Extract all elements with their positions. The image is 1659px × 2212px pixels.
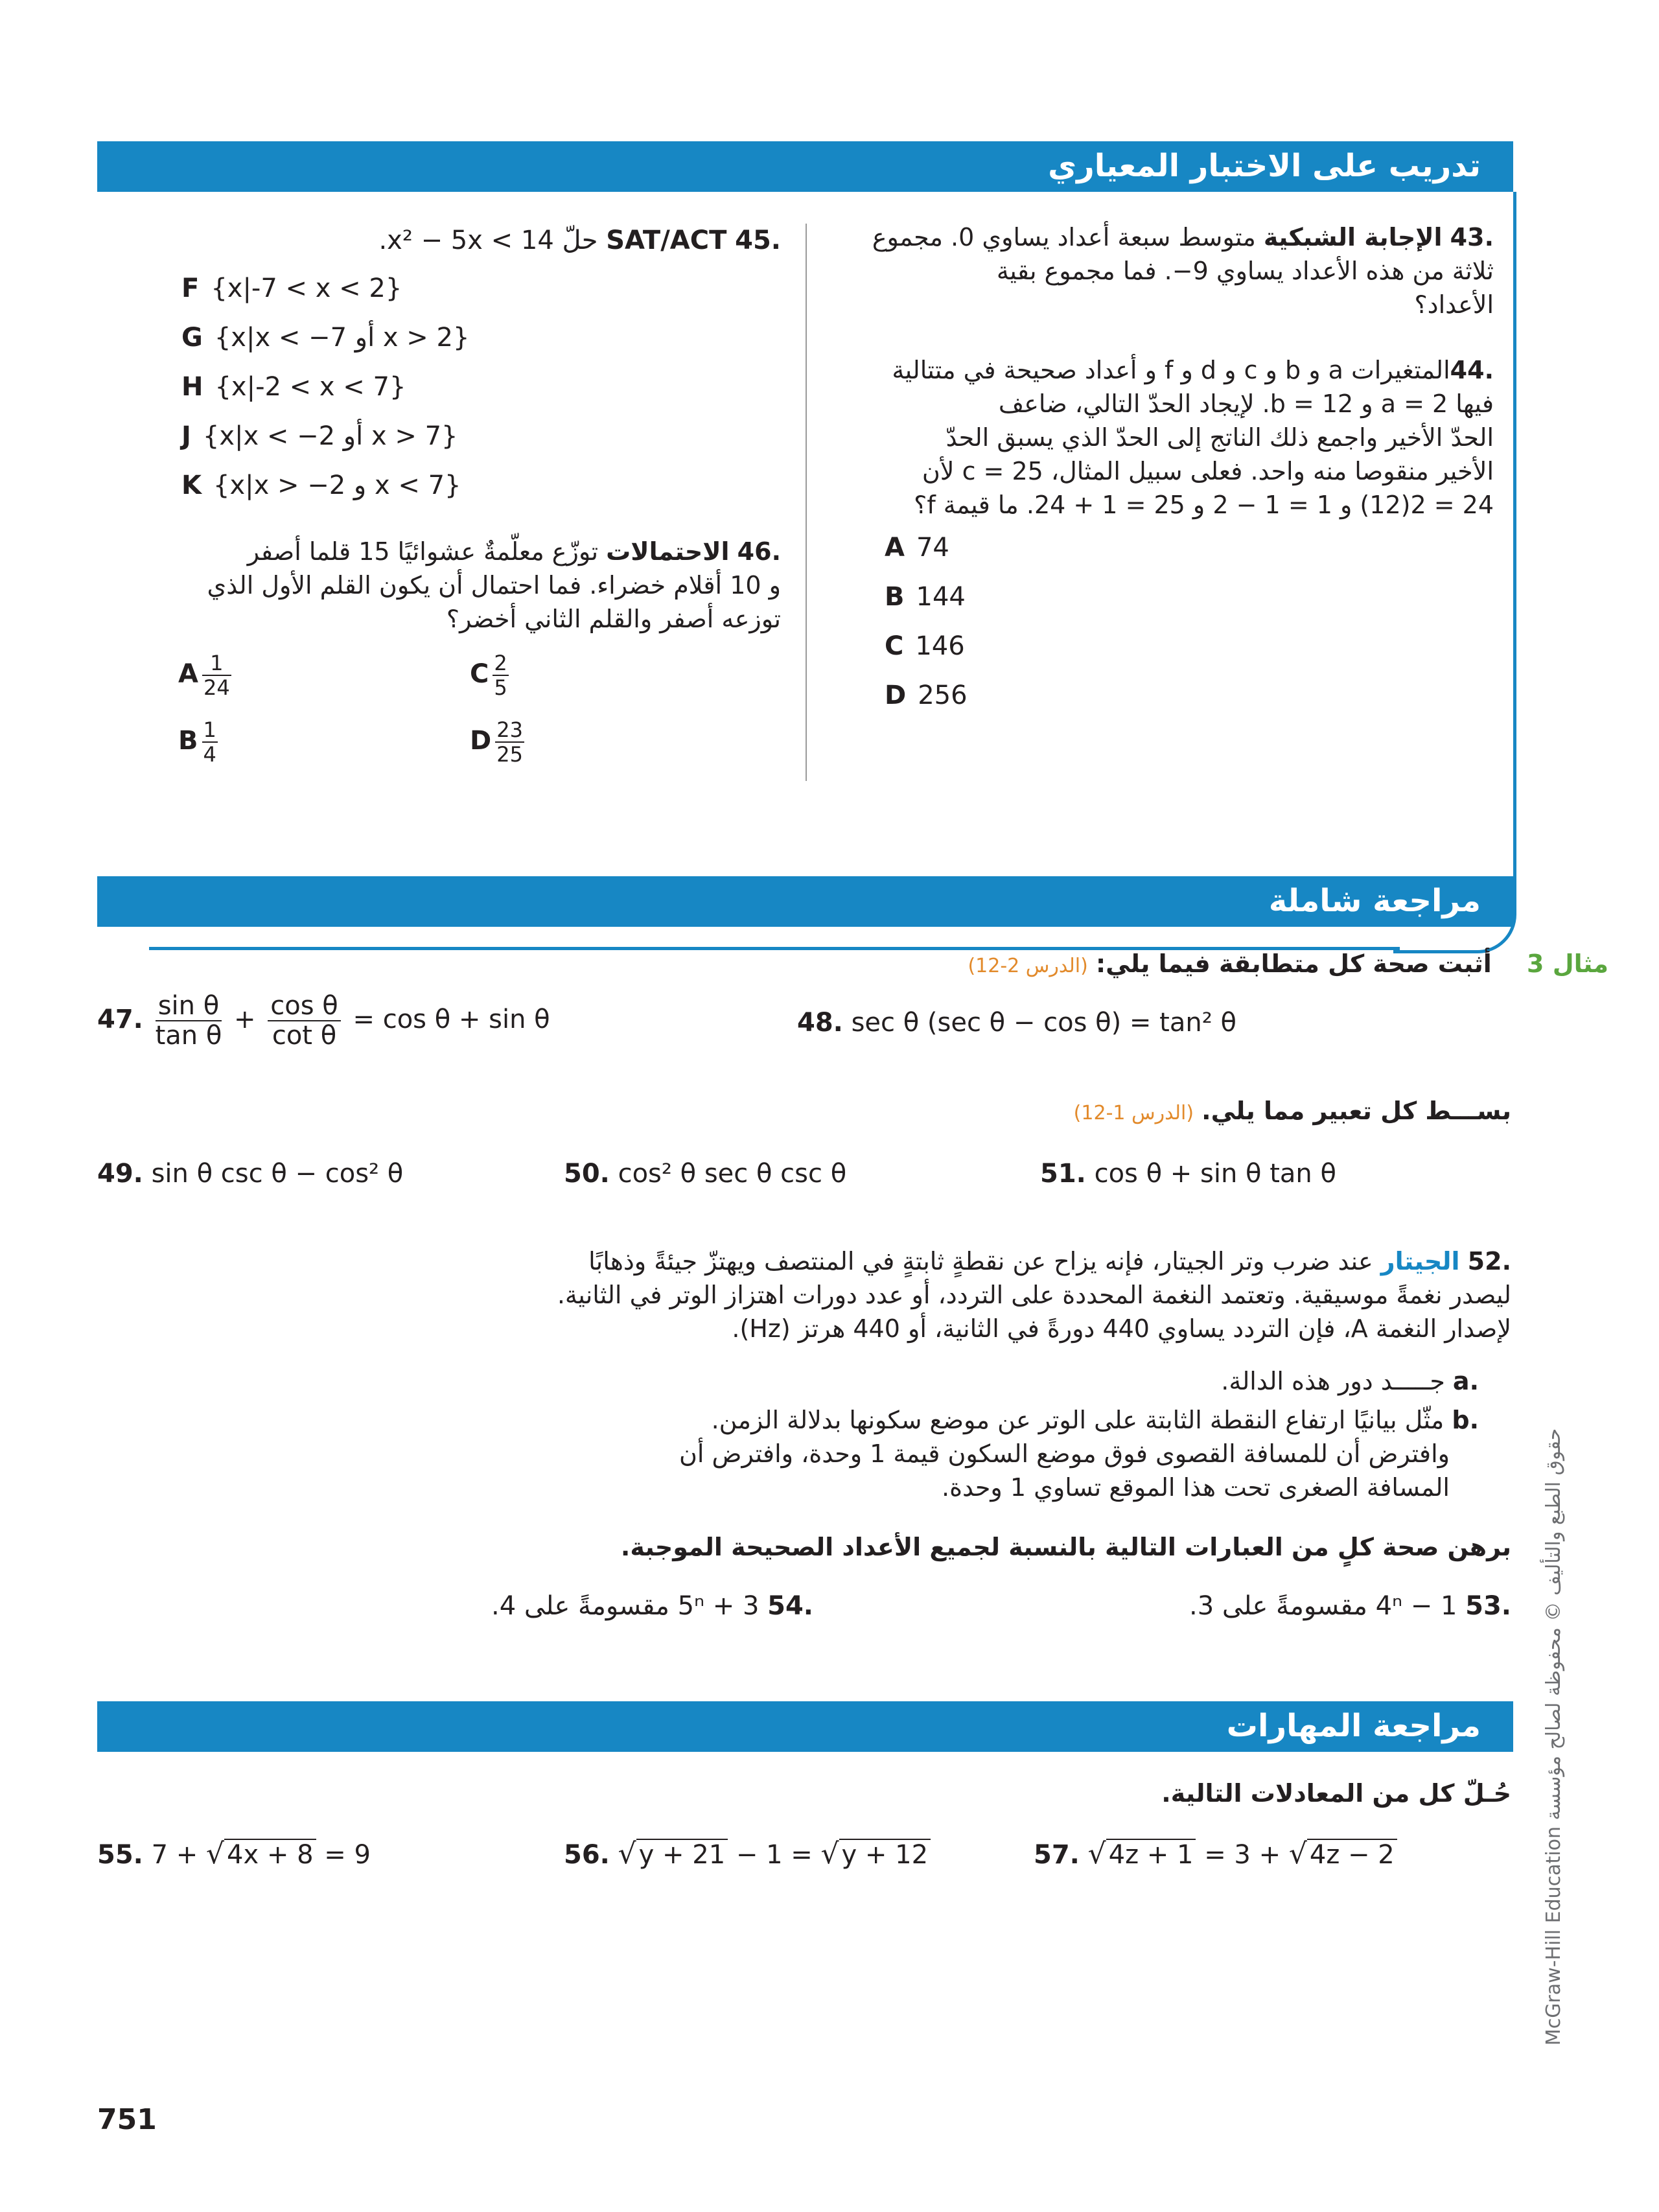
q55-post: = 9	[324, 1840, 371, 1870]
question-49	[97, 1159, 403, 1189]
q47-rhs: = cos θ + sin θ	[353, 1005, 550, 1034]
q56-radical-sign-1: √	[618, 1837, 636, 1870]
q56-mid: − 1 =	[736, 1840, 813, 1870]
q48-number: 48.	[797, 1008, 843, 1038]
q45-text: حلّ 14 > x² − 5x.	[378, 226, 598, 255]
q44-number: .44	[1450, 356, 1494, 384]
q46-line3: توزعه أصفر والقلم الثاني أخضر؟	[446, 605, 781, 633]
q45-option-j[interactable]: J {x|x < −2 أو x > 7}	[181, 421, 458, 451]
q53-text: 4ⁿ − 1 مقسومةً على 3.	[1189, 1591, 1457, 1621]
q52-part-a	[572, 1364, 1479, 1398]
question-50	[564, 1159, 846, 1189]
q44-option-d[interactable]: D 256	[885, 681, 968, 710]
example-3-instruction: أثبت صحة كل متطابقة فيما يلي:	[1095, 949, 1492, 978]
question-56	[564, 1837, 931, 1870]
q45-option-f[interactable]: F {x|-7 < x < 2}	[181, 274, 402, 303]
example-3-row	[636, 949, 1608, 978]
q52-part-b	[572, 1403, 1479, 1504]
q44-option-b[interactable]: B 144	[885, 582, 966, 612]
q46-label: الاحتمالات	[606, 537, 730, 566]
q44-line4: الأخير منقوصا منه واحد. فعلى سبيل المثال، 25 = c لأن	[922, 457, 1494, 485]
q43-line2: ثلاثة من هذه الأعداد يساوي 9−. فما مجموع بقية	[996, 257, 1494, 285]
question-55	[97, 1837, 371, 1870]
q49-expression: sin θ csc θ − cos² θ	[151, 1159, 404, 1189]
q44-line5: 24 = 2(12) و 1 = 1 − 2 و 25 = 1 + 24. ما قيمة f؟	[914, 491, 1494, 519]
practice-header-band	[97, 141, 1513, 192]
column-divider	[806, 224, 807, 781]
question-45	[198, 224, 781, 257]
q44-line3: الحدّ الأخير واجمع ذلك الناتج إلى الحدّ الذي يسبق الحدّ	[946, 423, 1494, 452]
q45-option-h[interactable]: H {x|-2 < x < 7}	[181, 372, 406, 402]
q56-radicand-2: y + 12	[839, 1839, 931, 1870]
simplify-lesson: (الدرس 1-12)	[1073, 1102, 1194, 1124]
q52-b-line2: وافترض أن للمسافة القصوى فوق موضع السكون قيمة 1 وحدة، وافترض أن	[679, 1439, 1450, 1468]
q57-radicand-1: 4z + 1	[1106, 1839, 1196, 1870]
q45-option-k[interactable]: K {x|x > −2 و x < 7}	[181, 471, 461, 500]
q52-number: .52	[1467, 1247, 1511, 1275]
q53-number: .53	[1465, 1591, 1511, 1621]
side-credit: حقوق الطبع والتأليف © محفوظة لصالح مؤسسة McGraw-Hill Education	[1542, 1428, 1565, 2046]
q57-radical-sign-2: √	[1288, 1837, 1307, 1870]
q56-radical-sign-2: √	[820, 1837, 839, 1870]
q52-b-line1: مثّل بيانيًا ارتفاع النقطة الثابتة على الوتر عن موضع سكونها بدلالة الزمن.	[711, 1406, 1444, 1434]
simplify-instruction: بســـط كل تعبير مما يلي.	[1201, 1097, 1511, 1125]
q52-line3: لإصدار النغمة A، فإن التردد يساوي 440 دورةً في الثانية، أو 440 هرتز (Hz).	[732, 1314, 1511, 1343]
q55-number: 55.	[97, 1840, 143, 1870]
q44-line2: فيها 2 = a و 12 = b. لإيجاد الحدّ التالي، ضاعف	[998, 390, 1494, 418]
q55-radical-sign: √	[205, 1837, 225, 1870]
practice-title: تدريب على الاختبار المعياري	[1048, 148, 1481, 184]
q56-radicand-1: y + 21	[636, 1839, 728, 1870]
q46-option-a[interactable]: A $\frac{1}{24}$	[178, 651, 230, 700]
question-52	[474, 1244, 1511, 1345]
q55-radicand: 4x + 8	[224, 1839, 316, 1870]
q52-line1: عند ضرب وتر الجيتار، فإنه يزاح عن نقطةٍ ثابتةٍ في المنتصف ويهتزّ جيئةً وذهابًا	[588, 1247, 1373, 1275]
skills-header-band	[97, 1701, 1513, 1752]
q47-number: 47.	[97, 1005, 143, 1034]
q51-expression: cos θ + sin θ tan θ	[1094, 1159, 1336, 1189]
question-44	[846, 353, 1494, 522]
example-3-lesson: (الدرس 2-12)	[968, 955, 1088, 977]
question-53	[1058, 1591, 1511, 1621]
q47-fraction-2: $\frac{\text{cos θ}}{\text{cot θ}}$	[268, 992, 341, 1050]
q46-option-b[interactable]: B $\frac{1}{4}$	[178, 717, 216, 767]
q52-a-text: جـــــد دور هذه الدالة.	[1221, 1367, 1445, 1395]
q45-number: .45	[735, 226, 781, 255]
q47-plus: +	[234, 1005, 256, 1034]
q45-label: SAT/ACT	[606, 226, 727, 255]
q57-mid: = 3 +	[1204, 1840, 1281, 1870]
q52-a-label: .a	[1452, 1367, 1479, 1395]
example-3-label: مثال 3	[1527, 949, 1608, 978]
q46-option-c[interactable]: C $\frac{2}{5}$	[470, 651, 507, 700]
q52-label: الجيتار	[1380, 1247, 1460, 1275]
question-46	[133, 535, 781, 636]
q46-line1: توزّع معلّمةٌ عشوائيًا 15 قلما أصفر	[247, 537, 599, 566]
q48-expression: sec θ (sec θ − cos θ) = tan² θ	[851, 1008, 1236, 1038]
q46-option-d[interactable]: D $\frac{23}{25}$	[470, 717, 523, 767]
q45-option-g[interactable]: G {x|x < −7 أو x > 2}	[181, 323, 470, 353]
review-header-band	[97, 876, 1513, 927]
question-54	[360, 1591, 813, 1621]
skills-instruction: حُـلّ كل من المعادلات التالية.	[1161, 1779, 1511, 1808]
q46-number: .46	[737, 537, 781, 566]
review-title: مراجعة شاملة	[1268, 883, 1481, 919]
q55-pre: 7 +	[151, 1840, 198, 1870]
prove-instruction: برهن صحة كلٍ من العبارات التالية بالنسبة لجميع الأعداد الصحيحة الموجبة.	[620, 1533, 1511, 1561]
q57-radicand-2: 4z − 2	[1307, 1839, 1397, 1870]
q52-b-line3: المسافة الصغرى تحت هذا الموقع تساوي 1 وحدة.	[941, 1473, 1450, 1502]
q49-number: 49.	[97, 1159, 143, 1189]
q52-b-label: .b	[1452, 1406, 1479, 1434]
q51-number: 51.	[1040, 1159, 1086, 1189]
q57-radical-sign-1: √	[1087, 1837, 1106, 1870]
q44-line1: المتغيرات a و b و c و d و f و أعداد صحيحة في متتالية	[892, 356, 1450, 384]
q54-number: .54	[767, 1591, 813, 1621]
q44-option-c[interactable]: C 146	[885, 631, 965, 661]
simplify-row	[604, 1097, 1511, 1125]
q47-fraction-1: $\frac{\text{sin θ}}{\text{tan θ}}$	[155, 991, 222, 1051]
question-51	[1040, 1159, 1336, 1189]
question-57	[1034, 1837, 1397, 1870]
skills-title: مراجعة المهارات	[1226, 1708, 1481, 1744]
question-47	[97, 992, 550, 1050]
q43-number: .43	[1450, 223, 1494, 251]
question-48	[797, 1008, 1236, 1038]
q52-line2: ليصدر نغمةً موسيقية. وتعتمد النغمة المحددة على التردد، أو عدد دورات اهتزاز الوتر في الثانية.	[557, 1281, 1511, 1309]
question-43	[846, 220, 1494, 321]
page-number: 751	[97, 2103, 157, 2136]
q43-line1: متوسط سبعة أعداد يساوي 0. مجموع	[872, 223, 1256, 251]
q50-expression: cos² θ sec θ csc θ	[618, 1159, 847, 1189]
q44-option-a[interactable]: A 74	[885, 533, 949, 563]
q46-line2: و 10 أقلام خضراء. فما احتمال أن يكون القلم الأول الذي	[207, 571, 781, 600]
q43-line3: الأعداد؟	[1414, 290, 1494, 319]
q56-number: 56.	[564, 1840, 610, 1870]
q57-number: 57.	[1034, 1840, 1080, 1870]
q50-number: 50.	[564, 1159, 610, 1189]
q43-label: الإجابة الشبكية	[1263, 223, 1443, 251]
q54-text: 5ⁿ + 3 مقسومةً على 4.	[491, 1591, 760, 1621]
